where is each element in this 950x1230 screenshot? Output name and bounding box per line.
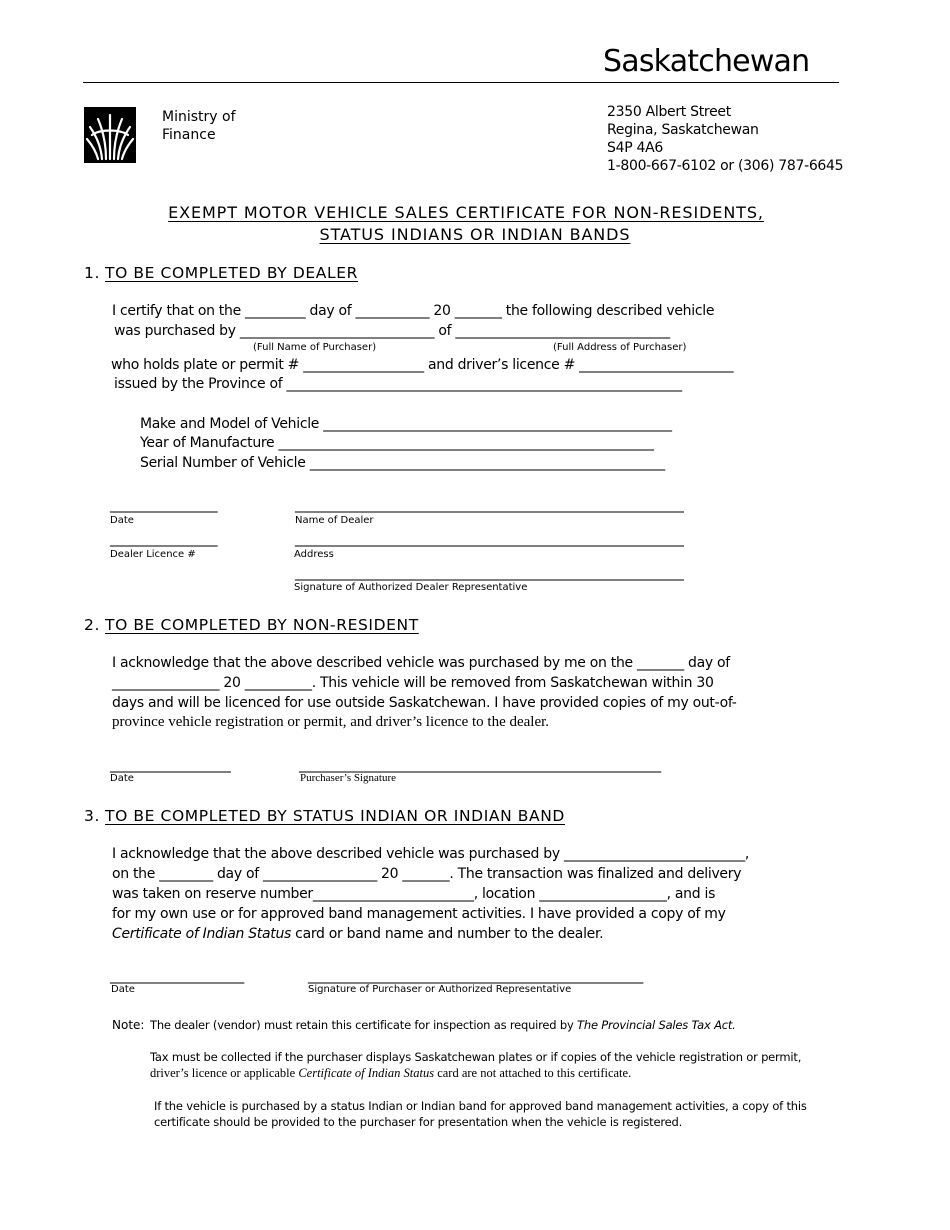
section2-heading: TO BE COMPLETED BY NON-RESIDENT — [105, 616, 419, 634]
address-postal: S4P 4A6 — [607, 140, 663, 156]
section2-acknowledge-line1[interactable]: I acknowledge that the above described vehicle was purchased by me on the _______ day of — [112, 655, 730, 671]
section3-heading: TO BE COMPLETED BY STATUS INDIAN OR INDIAN BAND — [105, 807, 565, 825]
section2-acknowledge-line3: days and will be licenced for use outside Saskatchewan. I have provided copies of my out-of- — [112, 695, 737, 711]
note1 — [150, 1018, 736, 1032]
section2-number: 2. — [84, 616, 100, 634]
ministry-address — [607, 103, 843, 175]
section1-certify-line[interactable]: I certify that on the _________ day of ___________ 20 _______ the following described vehicle — [112, 303, 715, 319]
label-date-resident: Date — [110, 773, 134, 784]
form-title-line2: STATUS INDIANS OR INDIAN BANDS — [319, 225, 631, 244]
note2-certificate-italic: Certificate of Indian Status — [298, 1066, 435, 1080]
form-title-line1: EXEMPT MOTOR VEHICLE SALES CERTIFICATE FOR NON-RESIDENTS, — [168, 203, 764, 222]
note2-line2-start: driver’s licence or applicable — [150, 1066, 299, 1080]
ministry-name-line2: Finance — [162, 127, 216, 143]
section3-acknowledge-line1[interactable]: I acknowledge that the above described vehicle was purchased by ___________________________, — [112, 846, 750, 862]
note2-line2-end: card are not attached to this certificate. — [434, 1066, 632, 1080]
section2-acknowledge-line2[interactable]: ________________ 20 __________. This vehicle will be removed from Saskatchewan within 30 — [112, 675, 714, 691]
label-dealer-signature: Signature of Authorized Dealer Representative — [294, 582, 528, 593]
dealer-signature-blank[interactable]: __________________________________________________________ — [295, 565, 684, 581]
section1-number: 1. — [84, 264, 100, 282]
label-purchaser-signature: Purchaser’s Signature — [300, 772, 397, 784]
note2-line2 — [150, 1066, 631, 1081]
label-name-of-dealer: Name of Dealer — [295, 515, 374, 526]
make-model-field[interactable]: Make and Model of Vehicle ____________________________________________________ — [140, 416, 672, 432]
note2-line1: Tax must be collected if the purchaser displays Saskatchewan plates or if copies of the vehicle registration or permit, — [150, 1050, 802, 1064]
section1-plate-licence-line[interactable]: who holds plate or permit # __________________ and driver’s licence # _______________________ — [111, 357, 734, 373]
year-manufacture-field[interactable]: Year of Manufacture ________________________________________________________ — [140, 435, 654, 451]
note3-line2: certificate should be provided to the purchaser for presentation when the vehicle is registered. — [154, 1115, 683, 1129]
hint-full-name-purchaser: (Full Name of Purchaser) — [253, 342, 377, 353]
wheat-sheaf-logo-icon — [84, 107, 136, 163]
section2-acknowledge-line4: province vehicle registration or permit, and driver’s licence to the dealer. — [112, 714, 550, 730]
label-date-dealer: Date — [110, 515, 134, 526]
province-wordmark: Saskatchewan — [603, 44, 810, 79]
note1-act-name: The Provincial Sales Tax Act. — [577, 1018, 736, 1032]
section3-acknowledge-line2[interactable]: on the ________ day of _________________ 20 _______. The transaction was finalized and delivery — [112, 866, 742, 882]
address-phone: 1-800-667-6102 or (306) 787-6645 — [607, 158, 844, 174]
hint-full-address-purchaser: (Full Address of Purchaser) — [553, 342, 687, 353]
note-label: Note: — [112, 1018, 145, 1032]
certificate-indian-status-italic: Certificate of Indian Status — [112, 926, 292, 942]
serial-number-field[interactable]: Serial Number of Vehicle _____________________________________________________ — [140, 455, 665, 471]
note1-text: The dealer (vendor) must retain this certificate for inspection as required by — [150, 1018, 578, 1032]
label-dealer-licence: Dealer Licence # — [110, 549, 196, 560]
address-city: Regina, Saskatchewan — [607, 122, 759, 138]
band-date-blank[interactable]: ____________________ — [110, 968, 245, 984]
resident-date-blank[interactable]: __________________ — [110, 757, 231, 773]
label-date-band: Date — [111, 984, 135, 995]
section3-number: 3. — [84, 807, 100, 825]
section3-acknowledge-line5 — [112, 926, 603, 942]
section3-acknowledge-line3[interactable]: was taken on reserve number________________________, location ___________________, and is — [112, 886, 716, 902]
dealer-licence-blank[interactable]: ________________ — [110, 531, 218, 547]
section1-purchased-by-line[interactable]: was purchased by _____________________________ of ________________________________ — [114, 323, 670, 339]
band-signature-blank[interactable]: __________________________________________________ — [308, 968, 644, 984]
dealer-name-blank[interactable]: __________________________________________________________ — [295, 497, 684, 513]
dealer-address-blank[interactable]: __________________________________________________________ — [295, 531, 684, 547]
resident-signature-blank[interactable]: ______________________________________________________ — [299, 757, 661, 773]
dealer-date-blank[interactable]: ________________ — [110, 497, 218, 513]
address-street: 2350 Albert Street — [607, 104, 731, 120]
note3-line1: If the vehicle is purchased by a status Indian or Indian band for approved band management activities, a copy of this — [154, 1099, 807, 1113]
ministry-name-line1: Ministry of — [162, 109, 236, 125]
header-rule — [83, 82, 839, 83]
section1-heading: TO BE COMPLETED BY DEALER — [105, 264, 358, 282]
section3-acknowledge-line4: for my own use or for approved band management activities. I have provided a copy of my — [112, 906, 726, 922]
section3-line5-rest: card or band name and number to the dealer. — [291, 926, 604, 942]
label-band-signature: Signature of Purchaser or Authorized Representative — [308, 984, 572, 995]
label-dealer-address: Address — [294, 549, 334, 560]
section1-province-line[interactable]: issued by the Province of ___________________________________________________________ — [114, 376, 682, 392]
